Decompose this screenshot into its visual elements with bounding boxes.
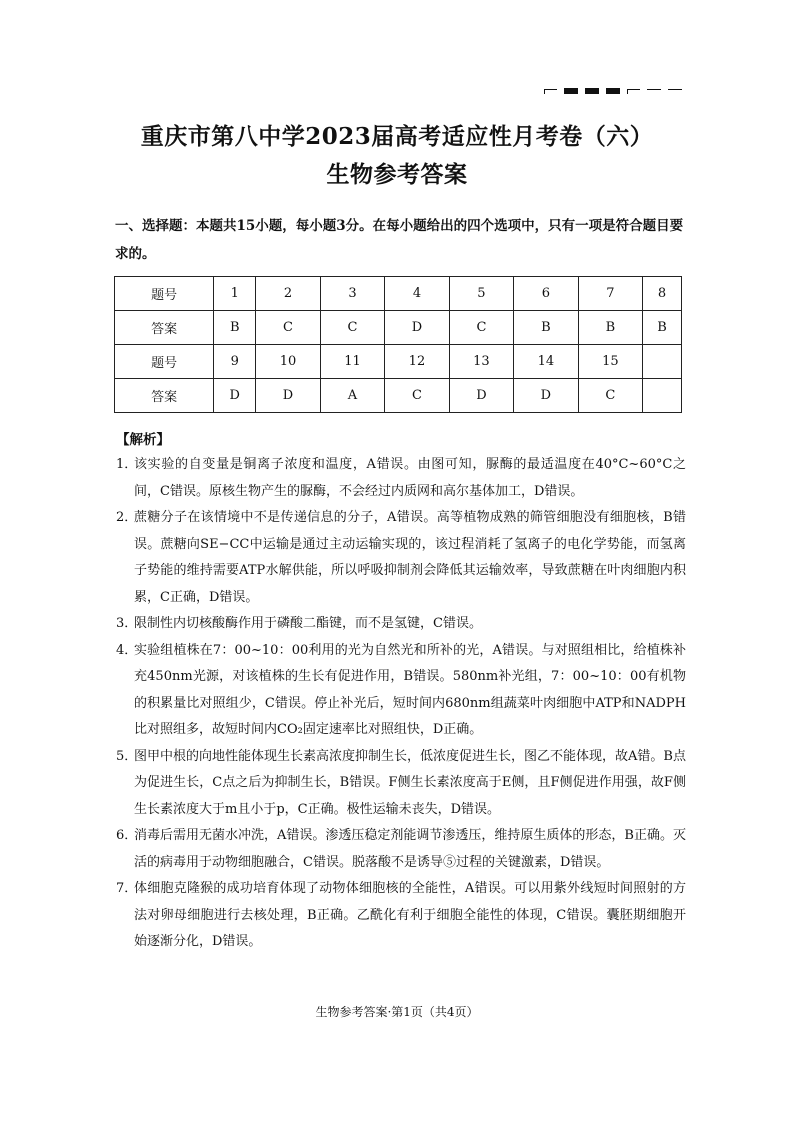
table-cell: D xyxy=(385,311,449,345)
table-cell: C xyxy=(578,379,642,413)
table-cell xyxy=(643,345,682,379)
table-cell: 答案 xyxy=(115,379,214,413)
table-cell: 8 xyxy=(643,277,682,311)
table-cell: D xyxy=(449,379,513,413)
table-cell: 9 xyxy=(214,345,256,379)
dash-mark-icon xyxy=(668,89,682,94)
table-cell: D xyxy=(214,379,256,413)
analysis-item xyxy=(116,876,686,956)
table-cell: D xyxy=(256,379,320,413)
item-number: 1． xyxy=(116,457,138,472)
table-cell: C xyxy=(385,379,449,413)
analysis-item xyxy=(116,823,686,876)
item-text: 消毒后需用无菌水冲洗，A错误。渗透压稳定剂能调节渗透压，维持原生质体的形态，B正确。灭活的病毒用于动物细胞融合，C错误。脱落酸不是诱导⑤过程的关键激素，D错误。 xyxy=(134,828,686,870)
table-cell: 题号 xyxy=(115,345,214,379)
analysis-item xyxy=(116,611,686,638)
table-cell: 3 xyxy=(320,277,384,311)
item-number: 5． xyxy=(116,748,138,764)
item-text: 实验组植株在7：00~10：00利用的光为自然光和所补的光，A错误。与对照组相比，给植株补充450nm光源，对该植株的生长有促进作用，B错误。580nm补光组，7：00~10：00有机物的积累量比对照组少，C错误。停止补光后，短时间内680nm组蔬菜叶肉细胞中ATP和NADPH比对照组多，故短时间内CO₂固定速率比对照组快，D正确。 xyxy=(134,642,686,737)
item-text: 该实验的自变量是铜离子浓度和温度，A错误。由图可知，脲酶的最适温度在40°C~60°C之间，C错误。原核生物产生的脲酶，不会经过内质网和高尔基体加工，D错误。 xyxy=(134,457,686,499)
table-cell: 5 xyxy=(449,277,513,311)
analysis-list xyxy=(116,452,686,956)
table-cell: 14 xyxy=(514,345,578,379)
filled-block-icon xyxy=(564,88,578,94)
table-cell: 13 xyxy=(449,345,513,379)
item-text: 图甲中根的向地性能体现生长素高浓度抑制生长，低浓度促进生长，图乙不能体现，故A错。B点为促进生长，C点之后为抑制生长，B错误。F侧生长素浓度高于E侧，且F侧促进作用强，故F侧生长素浓度大于m且小于p，C正确。极性运输未丧失，D错误。 xyxy=(134,748,686,817)
table-row xyxy=(115,311,682,345)
analysis-item xyxy=(116,505,686,611)
analysis-item xyxy=(116,744,686,824)
table-cell: B xyxy=(214,311,256,345)
corner-mark-icon xyxy=(544,89,557,94)
table-cell: B xyxy=(514,311,578,345)
table-cell: 6 xyxy=(514,277,578,311)
table-cell: B xyxy=(578,311,642,345)
table-cell: C xyxy=(256,311,320,345)
filled-block-icon xyxy=(585,88,599,94)
item-number: 7． xyxy=(116,881,138,896)
item-number: 6． xyxy=(116,828,138,843)
analysis-item xyxy=(116,638,686,744)
table-cell: 2 xyxy=(256,277,320,311)
corner-mark-icon xyxy=(627,89,640,94)
table-cell: A xyxy=(320,379,384,413)
filled-block-icon xyxy=(606,88,620,94)
page-subtitle: 生物参考答案 xyxy=(326,161,468,188)
table-cell: C xyxy=(449,311,513,345)
dash-mark-icon xyxy=(647,89,661,94)
table-cell xyxy=(643,379,682,413)
table-cell: 15 xyxy=(578,345,642,379)
corner-marks xyxy=(544,88,682,94)
table-row xyxy=(115,277,682,311)
table-cell: 7 xyxy=(578,277,642,311)
table-cell: C xyxy=(320,311,384,345)
item-text: 体细胞克隆猴的成功培育体现了动物体细胞核的全能性，A错误。可以用紫外线短时间照射的方法对卵母细胞进行去核处理，B正确。乙酰化有利于细胞全能性的体现，C错误。囊胚期细胞开始逐渐分化，D错误。 xyxy=(134,881,686,949)
table-cell: B xyxy=(643,311,682,345)
table-cell: D xyxy=(514,379,578,413)
page-footer: 生物参考答案·第1页（共4页） xyxy=(315,1005,479,1019)
item-number: 2． xyxy=(116,510,138,525)
table-cell: 1 xyxy=(214,277,256,311)
item-number: 4． xyxy=(116,642,138,658)
analysis-item xyxy=(116,452,686,505)
table-cell: 11 xyxy=(320,345,384,379)
table-row xyxy=(115,379,682,413)
page-title: 重庆市第八中学2023届高考适应性月考卷（六） xyxy=(140,123,654,150)
item-number: 3． xyxy=(116,616,138,631)
answer-table xyxy=(114,276,682,413)
analysis-heading: 【解析】 xyxy=(116,432,170,448)
section-heading: 一、选择题：本题共15小题，每小题3分。在每小题给出的四个选项中，只有一项是符合题目要求的。 xyxy=(115,218,684,262)
item-text: 限制性内切核酸酶作用于磷酸二酯键，而不是氢键，C错误。 xyxy=(134,616,482,631)
table-cell: 12 xyxy=(385,345,449,379)
table-cell: 4 xyxy=(385,277,449,311)
table-cell: 10 xyxy=(256,345,320,379)
table-row xyxy=(115,345,682,379)
table-cell: 题号 xyxy=(115,277,214,311)
item-text: 蔗糖分子在该情境中不是传递信息的分子，A错误。高等植物成熟的筛管细胞没有细胞核，B错误。蔗糖向SE−CC中运输是通过主动运输实现的，该过程消耗了氢离子的电化学势能，而氢离子势能的维持需要ATP水解供能，所以呼吸抑制剂会降低其运输效率，导致蔗糖在叶肉细胞内积累，C正确，D错误。 xyxy=(134,510,686,605)
table-cell: 答案 xyxy=(115,311,214,345)
